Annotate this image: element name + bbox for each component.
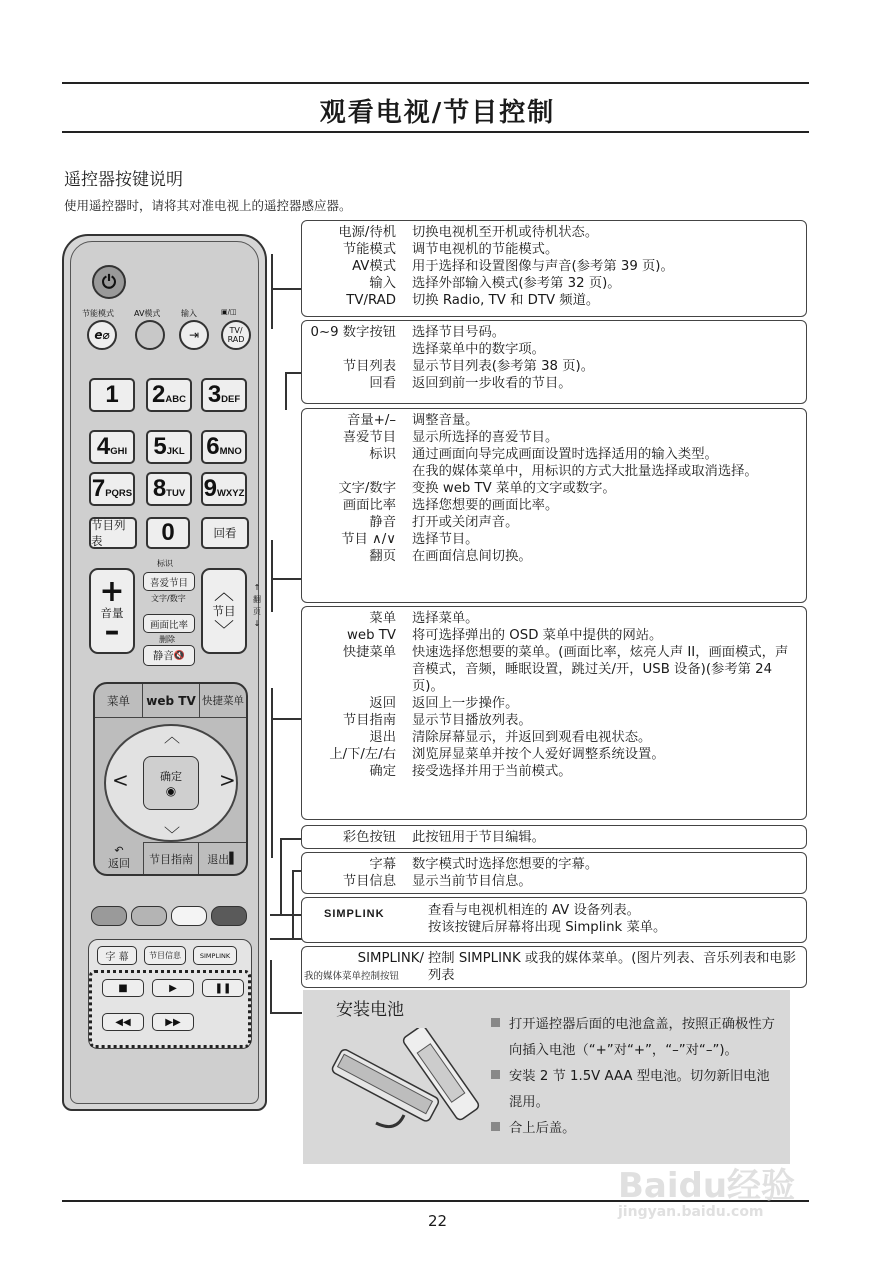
stop-button[interactable] xyxy=(102,979,144,997)
power-desc: 用于选择和设置图像与声音(参考第 39 页)。 xyxy=(412,259,674,274)
power-desc: 调节电视机的节能模式。 xyxy=(412,242,559,257)
digit-0-button[interactable]: 0 xyxy=(146,517,190,549)
power-row xyxy=(302,224,806,241)
power-label: TV/RAD xyxy=(346,293,396,308)
guide-button[interactable]: 节目指南 xyxy=(143,842,199,874)
desc-box-volume xyxy=(301,408,807,603)
av-label: AV模式 xyxy=(134,309,161,318)
leader-media xyxy=(270,1012,302,1014)
power-row xyxy=(302,241,806,258)
left-arrow-icon[interactable]: < xyxy=(112,768,129,792)
digit-8-button[interactable]: 8 TUV xyxy=(146,472,192,506)
fast-forward-icon: ▶▶ xyxy=(165,1016,181,1028)
ok-button[interactable]: 确定 ◉ xyxy=(143,756,199,810)
back-button[interactable]: 回看 xyxy=(201,517,249,549)
volume-rocker[interactable]: + 音量 – xyxy=(89,568,135,654)
rewind-icon: ◀◀ xyxy=(115,1016,131,1028)
menu-desc: 显示节目播放列表。 xyxy=(412,713,532,728)
leader-color xyxy=(270,914,302,916)
volume-label: 标识 xyxy=(369,447,396,462)
watermark-main: Baidu经验 xyxy=(618,1166,796,1206)
exit-door-icon: ▌ xyxy=(229,852,238,865)
leader-color-box xyxy=(280,838,302,840)
digits-row xyxy=(302,341,806,358)
menu-label: 返回 xyxy=(369,696,396,711)
desc-box-color xyxy=(301,825,807,849)
mute-button[interactable]: 静音 🔇 xyxy=(143,645,195,666)
right-arrow-icon[interactable]: > xyxy=(219,768,236,792)
pause-icon: ❚❚ xyxy=(214,982,232,994)
simplink-desc-1: 查看与电视机相连的 AV 设备列表。 xyxy=(428,903,640,918)
ratio-button[interactable]: 画面比率 xyxy=(143,614,195,633)
pause-button[interactable] xyxy=(202,979,244,997)
dpad[interactable] xyxy=(104,724,238,842)
menu-desc: 选择菜单。 xyxy=(412,611,479,626)
color-button-4[interactable] xyxy=(211,906,247,926)
down-arrow-icon[interactable]: ﹀ xyxy=(164,825,181,844)
menu-desc: 将可选择弹出的 OSD 菜单中提供的网站。 xyxy=(412,628,663,643)
top-rule xyxy=(62,82,809,84)
arrow-icon xyxy=(376,1115,404,1127)
rewind-button[interactable] xyxy=(102,1013,144,1031)
menu-label: 快捷菜单 xyxy=(342,645,396,660)
color-row xyxy=(302,829,806,846)
volume-desc: 在画面信息间切换。 xyxy=(412,549,532,564)
subtitle-label: 节目信息 xyxy=(342,874,396,889)
volume-desc: 在我的媒体菜单中，用标识的方式大批量选择或取消选择。 xyxy=(412,464,758,479)
volume-row xyxy=(302,412,806,429)
menu-row xyxy=(302,610,806,627)
favorite-button[interactable]: 喜爱节目 xyxy=(143,572,195,591)
subtitle-button[interactable]: 字 幕 xyxy=(97,946,137,965)
program-up-icon: ︿ xyxy=(214,580,234,604)
desc-box-power xyxy=(301,220,807,317)
digit-6-button[interactable]: 6 MNO xyxy=(201,430,247,464)
media-desc: 控制 SIMPLINK 或我的媒体菜单。(图片列表、音乐列表和电影列表 xyxy=(428,951,797,983)
tv-rad-button[interactable]: TV/ RAD xyxy=(221,320,251,350)
volume-desc: 变换 web TV 菜单的文字或数字。 xyxy=(412,481,616,496)
media-label-1: SIMPLINK/ xyxy=(357,951,424,966)
digits-label: 0~9 数字按钮 xyxy=(310,325,396,340)
battery-step-1: 打开遥控器后面的电池盒盖，按照正确极性方向插入电池（“+”对“+”，“–”对“–”)。 xyxy=(491,1012,781,1064)
digits-row xyxy=(302,375,806,392)
leader-volume xyxy=(271,578,301,580)
desc-box-menu xyxy=(301,606,807,820)
color-desc: 此按钮用于节目编辑。 xyxy=(412,830,545,845)
power-button[interactable] xyxy=(92,265,126,299)
tvrad-label: ▣/◫ xyxy=(221,308,237,316)
digit-3-button[interactable]: 3 DEF xyxy=(201,378,247,412)
page-title: 观看电视/节目控制 xyxy=(319,98,556,128)
desc-box-media xyxy=(301,946,807,988)
menu-row xyxy=(302,729,806,746)
program-down-icon: ﹀ xyxy=(214,618,234,642)
power-label: 电源/待机 xyxy=(338,225,396,240)
volume-desc: 打开或关闭声音。 xyxy=(412,515,519,530)
volume-row xyxy=(302,531,806,548)
power-desc: 切换 Radio, TV 和 DTV 频道。 xyxy=(412,293,600,308)
menu-desc: 返回上一步操作。 xyxy=(412,696,519,711)
volume-desc: 通过画面向导完成画面设置时选择适用的输入类型。 xyxy=(412,447,718,462)
ok-dot-icon: ◉ xyxy=(165,784,177,798)
power-row xyxy=(302,275,806,292)
power-row xyxy=(302,292,806,309)
page-label: ↑ 翻页 ↓ xyxy=(253,583,261,628)
menu-label: 上/下/左/右 xyxy=(329,747,396,762)
volume-label: 节目 ∧/∨ xyxy=(341,532,396,547)
section-title: 遥控器按键说明 xyxy=(64,170,183,190)
bracket-digits xyxy=(285,372,287,410)
intro-text: 使用遥控器时，请将其对准电视上的遥控器感应器。 xyxy=(64,198,352,213)
webtv-button[interactable]: web TV xyxy=(143,684,199,718)
menu-desc: 浏览屏显菜单并按个人爱好调整系统设置。 xyxy=(412,747,665,762)
power-label: AV模式 xyxy=(352,259,396,274)
textnum-label: 文字/数字 xyxy=(151,594,186,603)
digit-1-button[interactable]: 1 xyxy=(89,378,135,412)
subtitle-desc: 显示当前节目信息。 xyxy=(412,874,532,889)
color-label: 彩色按钮 xyxy=(342,830,396,845)
menu-row xyxy=(302,695,806,712)
play-button[interactable] xyxy=(152,979,194,997)
digit-7-button[interactable]: 7 PQRS xyxy=(89,472,135,506)
volume-row xyxy=(302,497,806,514)
simplink-desc-2: 按该按键后屏幕将出现 Simplink 菜单。 xyxy=(428,920,667,935)
av-mode-button[interactable] xyxy=(135,320,165,350)
digits-row xyxy=(302,324,806,341)
page-number: 22 xyxy=(427,1212,448,1230)
program-rocker[interactable]: ︿ 节目 ﹀ xyxy=(201,568,247,654)
subtitle-desc: 数字模式时选择您想要的字幕。 xyxy=(412,857,599,872)
battery-steps xyxy=(491,1012,781,1142)
battery-section xyxy=(303,990,790,1164)
list-button[interactable]: 节目列表 xyxy=(89,517,137,549)
bracket-menu xyxy=(271,688,273,858)
leader-digits xyxy=(285,372,301,374)
media-label-2: 我的媒体菜单控制按钮 xyxy=(304,971,400,982)
exit-button[interactable]: 退出 ▌ xyxy=(199,842,246,874)
volume-label: 喜爱节目 xyxy=(342,430,396,445)
volume-row xyxy=(302,480,806,497)
battery-title: 安装电池 xyxy=(336,1000,404,1020)
digits-label: 节目列表 xyxy=(342,359,396,374)
menu-label: 菜单 xyxy=(369,611,396,626)
bracket-color xyxy=(280,838,282,914)
menu-label: 节目指南 xyxy=(342,713,396,728)
digits-desc: 选择节目号码。 xyxy=(412,325,506,340)
menu-button[interactable]: 菜单 xyxy=(95,684,143,718)
battery-step-3: 合上后盖。 xyxy=(491,1116,781,1142)
input-label: 输入 xyxy=(181,309,197,318)
menu-row xyxy=(302,746,806,763)
volume-desc: 显示所选择的喜爱节目。 xyxy=(412,430,559,445)
digits-desc: 返回到前一步收看的节目。 xyxy=(412,376,572,391)
navigation-panel xyxy=(93,682,248,876)
subtitle-label: 字幕 xyxy=(369,857,396,872)
fast-forward-button[interactable] xyxy=(152,1013,194,1031)
volume-desc: 选择节目。 xyxy=(412,532,479,547)
watermark-sub: jingyan.baidu.com xyxy=(618,1204,764,1220)
input-button[interactable] xyxy=(179,320,209,350)
color-button-2[interactable] xyxy=(131,906,167,926)
digits-desc: 选择菜单中的数字项。 xyxy=(412,342,545,357)
input-icon: ⇥ xyxy=(188,328,200,342)
volume-up-icon: + xyxy=(99,574,125,609)
volume-label: 文字/数字 xyxy=(338,481,396,496)
menu-row xyxy=(302,644,806,695)
mute-icon: 🔇 xyxy=(173,650,186,661)
eco-leaf-icon: e⌀ xyxy=(94,328,110,342)
volume-row xyxy=(302,514,806,531)
mark-label: 标识 xyxy=(157,559,173,568)
menu-desc: 清除屏幕显示，并返回到观看电视状态。 xyxy=(412,730,652,745)
menu-desc: 快速选择您想要的菜单。(画面比率，炫亮人声 II，画面模式，声音模式，音频，睡眠设置，跳过关/开，USB 设备)(参考第 24 页)。 xyxy=(412,645,789,694)
menu-label: 确定 xyxy=(369,764,396,779)
power-row xyxy=(302,258,806,275)
media-panel xyxy=(88,939,252,1049)
power-label: 节能模式 xyxy=(342,242,396,257)
volume-desc: 选择您想要的画面比率。 xyxy=(412,498,559,513)
play-icon: ▶ xyxy=(169,982,177,994)
desc-box-digits xyxy=(301,320,807,404)
subtitle-row xyxy=(302,856,806,873)
digit-2-button[interactable]: 2 ABC xyxy=(146,378,192,412)
color-button-3[interactable] xyxy=(171,906,207,926)
up-arrow-icon[interactable]: ︿ xyxy=(164,727,181,746)
battery-illustration xyxy=(321,1028,481,1138)
simplink-button[interactable]: SIMPLINK xyxy=(193,946,237,965)
volume-row xyxy=(302,446,806,463)
volume-desc: 调整音量。 xyxy=(412,413,479,428)
menu-row xyxy=(302,627,806,644)
digit-9-button[interactable]: 9 WXYZ xyxy=(201,472,247,506)
volume-row xyxy=(302,429,806,446)
leader-simplink xyxy=(270,938,302,940)
power-label: 输入 xyxy=(369,276,396,291)
simplink-logo: SIMPLINK xyxy=(324,908,385,920)
info-button[interactable]: 节目信息 xyxy=(144,946,186,965)
delete-label: 删除 xyxy=(159,635,175,644)
digits-desc: 显示节目列表(参考第 38 页)。 xyxy=(412,359,595,374)
power-icon: ⏻ xyxy=(101,271,117,293)
digits-label: 回看 xyxy=(369,376,396,391)
stop-icon: ■ xyxy=(118,982,128,994)
quick-menu-button[interactable]: 快捷菜单 xyxy=(199,684,246,718)
menu-row xyxy=(302,712,806,729)
leader-power xyxy=(271,288,301,290)
menu-row xyxy=(302,763,806,780)
volume-row xyxy=(302,548,806,565)
eco-label: 节能模式 xyxy=(82,309,114,318)
power-desc: 选择外部输入模式(参考第 32 页)。 xyxy=(412,276,621,291)
remote-control-illustration xyxy=(62,234,267,1111)
desc-box-subtitle xyxy=(301,852,807,894)
bracket-power xyxy=(271,254,273,329)
digits-row xyxy=(302,358,806,375)
desc-box-simplink xyxy=(301,897,807,943)
eco-button[interactable] xyxy=(87,320,117,350)
volume-label: 翻页 xyxy=(369,549,396,564)
title-rule xyxy=(62,131,809,133)
bracket-subtitle xyxy=(292,870,294,938)
volume-row xyxy=(302,463,806,480)
digit-5-button[interactable]: 5 JKL xyxy=(146,430,192,464)
menu-desc: 接受选择并用于当前模式。 xyxy=(412,764,572,779)
bracket-volume xyxy=(271,540,273,612)
volume-down-icon: – xyxy=(104,614,120,649)
watermark xyxy=(618,1168,795,1220)
subtitle-row xyxy=(302,873,806,890)
volume-label: 静音 xyxy=(369,515,396,530)
volume-label: 音量+/– xyxy=(347,413,396,428)
leader-menu xyxy=(271,718,301,720)
menu-label: 退出 xyxy=(369,730,396,745)
volume-label: 画面比率 xyxy=(342,498,396,513)
return-icon: ↶ xyxy=(114,844,124,857)
battery-step-2: 安装 2 节 1.5V AAA 型电池。切勿新旧电池混用。 xyxy=(491,1064,781,1116)
power-desc: 切换电视机至开机或待机状态。 xyxy=(412,225,599,240)
color-button-1[interactable] xyxy=(91,906,127,926)
media-controls-frame xyxy=(89,970,251,1048)
return-button[interactable]: ↶ 返回 xyxy=(108,844,130,870)
bracket-media xyxy=(270,960,272,1012)
digit-4-button[interactable]: 4 GHI xyxy=(89,430,135,464)
menu-label: web TV xyxy=(347,628,396,643)
